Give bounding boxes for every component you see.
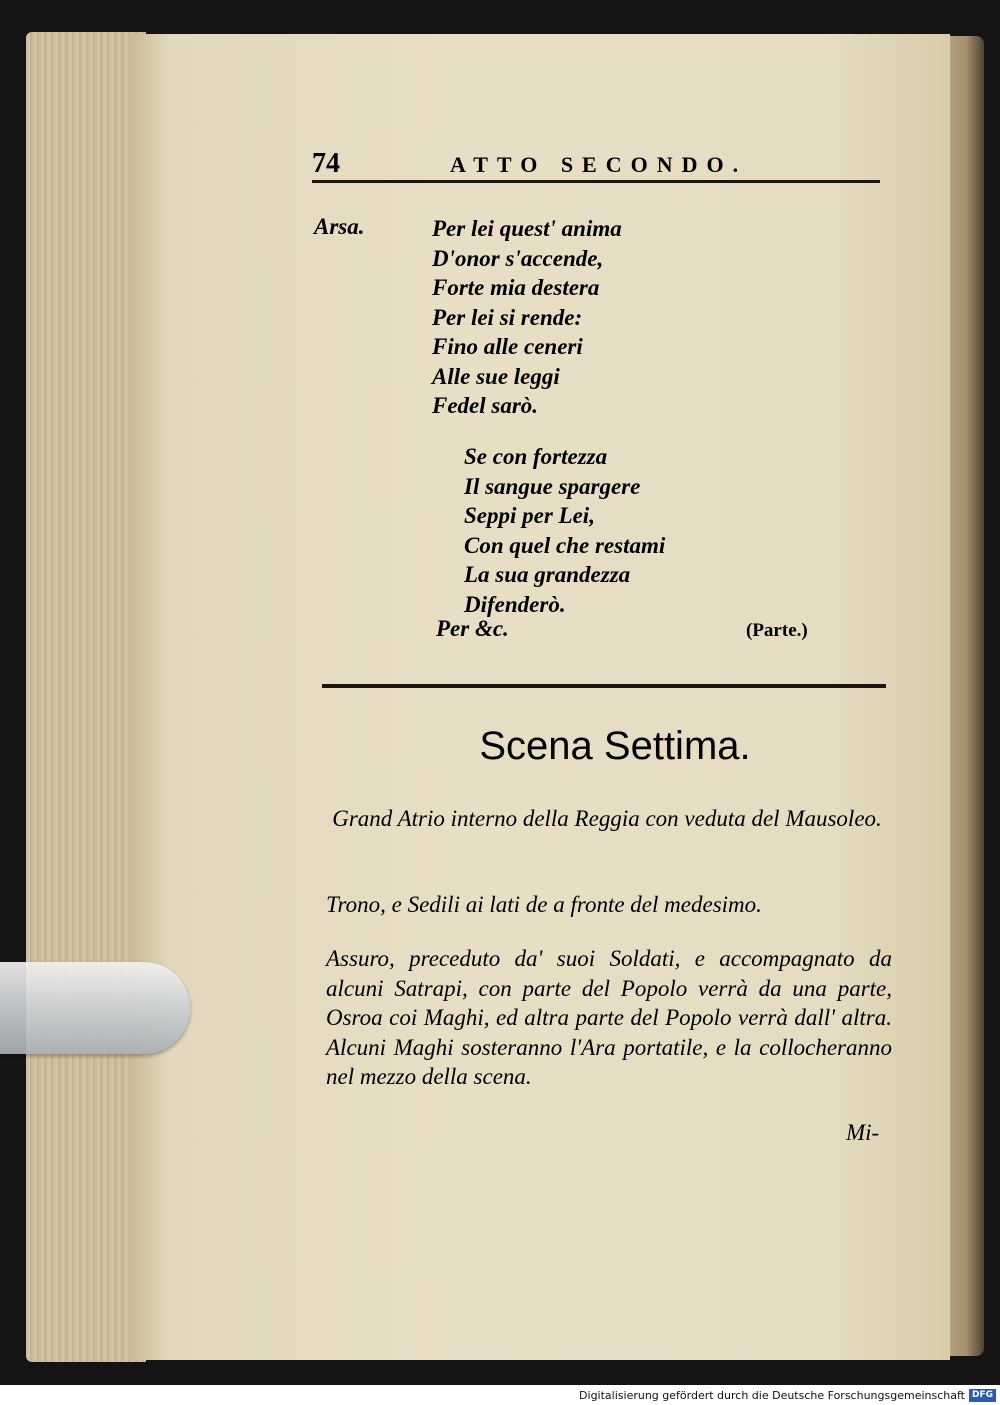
scene-throne-note: Trono, e Sedili ai lati de a fronte del medesimo. xyxy=(326,892,762,917)
stage-exit: (Parte.) xyxy=(746,620,808,641)
aria-stanza-1 xyxy=(432,214,622,421)
verse-line: Se con fortezza xyxy=(464,444,608,469)
verse-line: Difenderò. xyxy=(464,591,566,617)
scene-setting: Grand Atrio interno della Reggia con veduta del Mausoleo. xyxy=(332,806,882,831)
plastic-page-holder xyxy=(0,962,190,1054)
verse-line: Alle sue leggi xyxy=(432,363,560,389)
verse-line: Il sangue spargere xyxy=(464,473,641,499)
speaker-name: Arsa. xyxy=(314,214,365,239)
page-number: 74 xyxy=(312,148,340,179)
header-rule xyxy=(312,180,880,183)
verse-line: Fino alle ceneri xyxy=(432,334,583,359)
stage-direction: Assuro, preceduto da' suoi Soldati, e accompagnato da alcuni Satrapi, con parte del Popolo verrà da una parte, Osroa coi Maghi, ed altra parte del Popolo verrà dall' altra. Alcuni Maghi sosteranno l'Ara portatile, e la collocheranno nel mezzo della scena. xyxy=(326,946,892,1089)
page-header xyxy=(312,148,882,182)
verse-line: Con quel che restami xyxy=(464,532,666,558)
scene-title: Scena Settima. xyxy=(479,724,751,768)
footer-credit: Digitalisierung gefördert durch die Deutsche Forschungsgemeinschaft xyxy=(579,1388,965,1402)
aria-reprise: Per &c. xyxy=(436,616,509,641)
scene-divider-rule xyxy=(322,684,886,688)
verse-line: Per lei si rende: xyxy=(432,304,583,330)
aria-stanza-2 xyxy=(464,442,665,619)
verse-line: La sua grandezza xyxy=(464,562,631,587)
catchword: Mi- xyxy=(846,1120,880,1145)
verse-line: Fedel sarò. xyxy=(432,393,539,418)
running-head: ATTO SECONDO. xyxy=(450,152,748,177)
verse-line: D'onor s'accende, xyxy=(432,245,604,271)
digitization-footer xyxy=(0,1385,1000,1405)
verse-line: Per lei quest' anima xyxy=(432,216,622,241)
verse-line: Forte mia destera xyxy=(432,275,600,300)
dfg-logo-icon: DFG xyxy=(969,1389,996,1402)
verse-line: Seppi per Lei, xyxy=(464,503,595,528)
